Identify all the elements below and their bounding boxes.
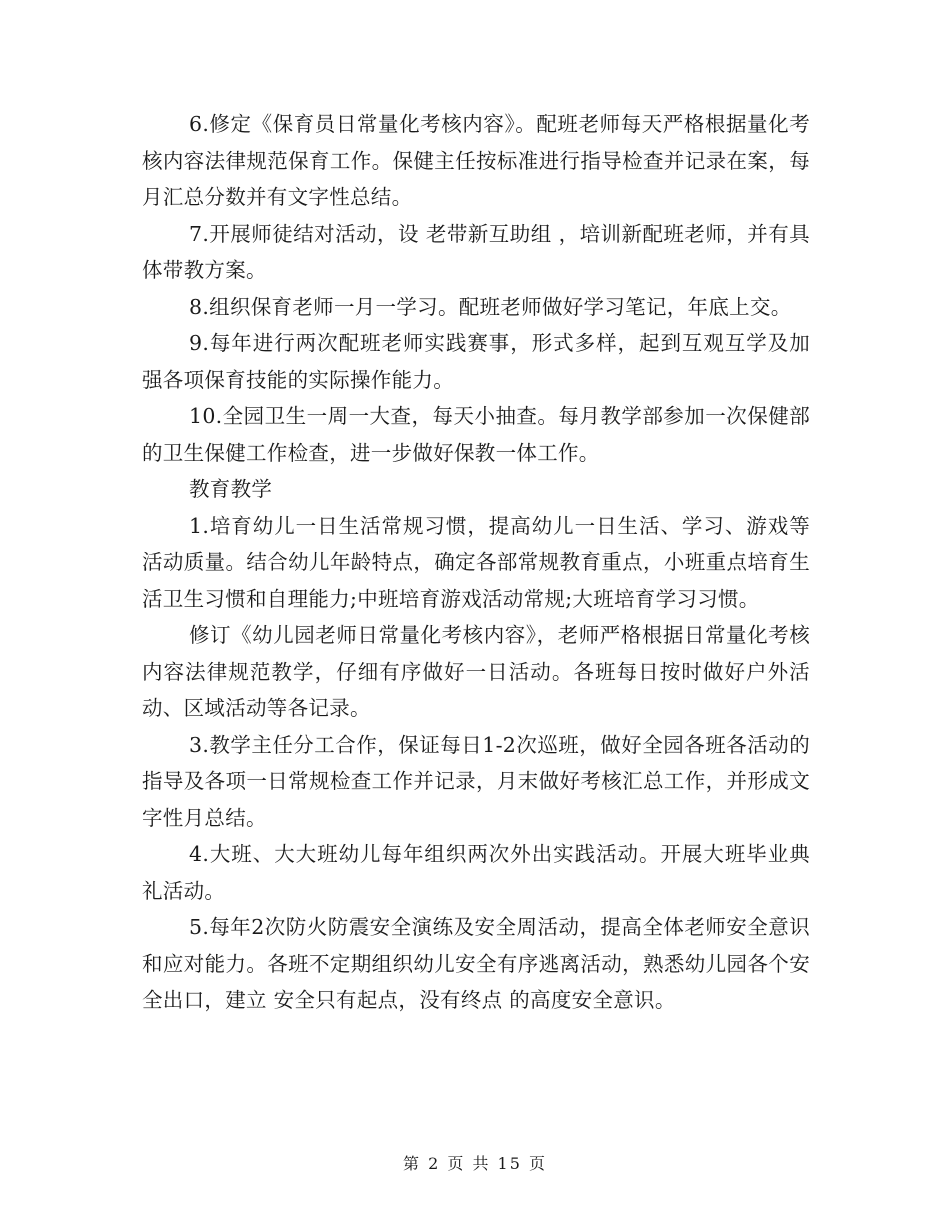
section-heading: 教育教学 xyxy=(189,477,273,501)
document-body xyxy=(142,106,810,1019)
paragraph-item-9: 9.每年进行两次配班老师实践赛事，形式多样，起到互观互学及加强各项保育技能的实际操作能力。 xyxy=(142,331,810,392)
paragraph-item-3: 3.教学主任分工合作，保证每日1-2次巡班，做好全园各班各活动的指导及各项一日常规检查工作并记录，月末做好考核汇总工作，并形成文字性月总结。 xyxy=(142,732,810,830)
paragraph-item-1: 1.培育幼儿一日生活常规习惯，提高幼儿一日生活、学习、游戏等活动质量。结合幼儿年龄特点，确定各部常规教育重点，小班重点培育生活卫生习惯和自理能力;中班培育游戏活动常规;大班培育学习习惯。 xyxy=(142,513,810,611)
page-number: 第 2 页 共 15 页 xyxy=(403,1154,547,1173)
paragraph-item-8: 8.组织保育老师一月一学习。配班老师做好学习笔记，年底上交。 xyxy=(189,294,792,319)
paragraph-item-10: 10.全园卫生一周一大查，每天小抽查。每月教学部参加一次保健部的卫生保健工作检查，进一步做好保教一体工作。 xyxy=(142,404,810,465)
paragraph-item-5: 5.每年2次防火防震安全演练及安全周活动，提高全体老师安全意识和应对能力。各班不定期组织幼儿安全有序逃离活动，熟悉幼儿园各个安全出口，建立 安全只有起点，没有终点 的高度安全意识。 xyxy=(142,915,810,1012)
paragraph-item-4: 4.大班、大大班幼儿每年组织两次外出实践活动。开展大班毕业典礼活动。 xyxy=(142,842,810,903)
paragraph-revision: 修订《幼儿园老师日常量化考核内容》，老师严格根据日常量化考核内容法律规范教学，仔细有序做好一日活动。各班每日按时做好户外活动、区域活动等各记录。 xyxy=(142,623,810,720)
paragraph-item-6: 6.修定《保育员日常量化考核内容》。配班老师每天严格根据量化考核内容法律规范保育工作。保健主任按标准进行指导检查并记录在案，每月汇总分数并有文字性总结。 xyxy=(142,112,810,209)
paragraph-item-7: 7.开展师徒结对活动，设 老带新互助组 ，培训新配班老师，并有具体带教方案。 xyxy=(142,221,810,282)
